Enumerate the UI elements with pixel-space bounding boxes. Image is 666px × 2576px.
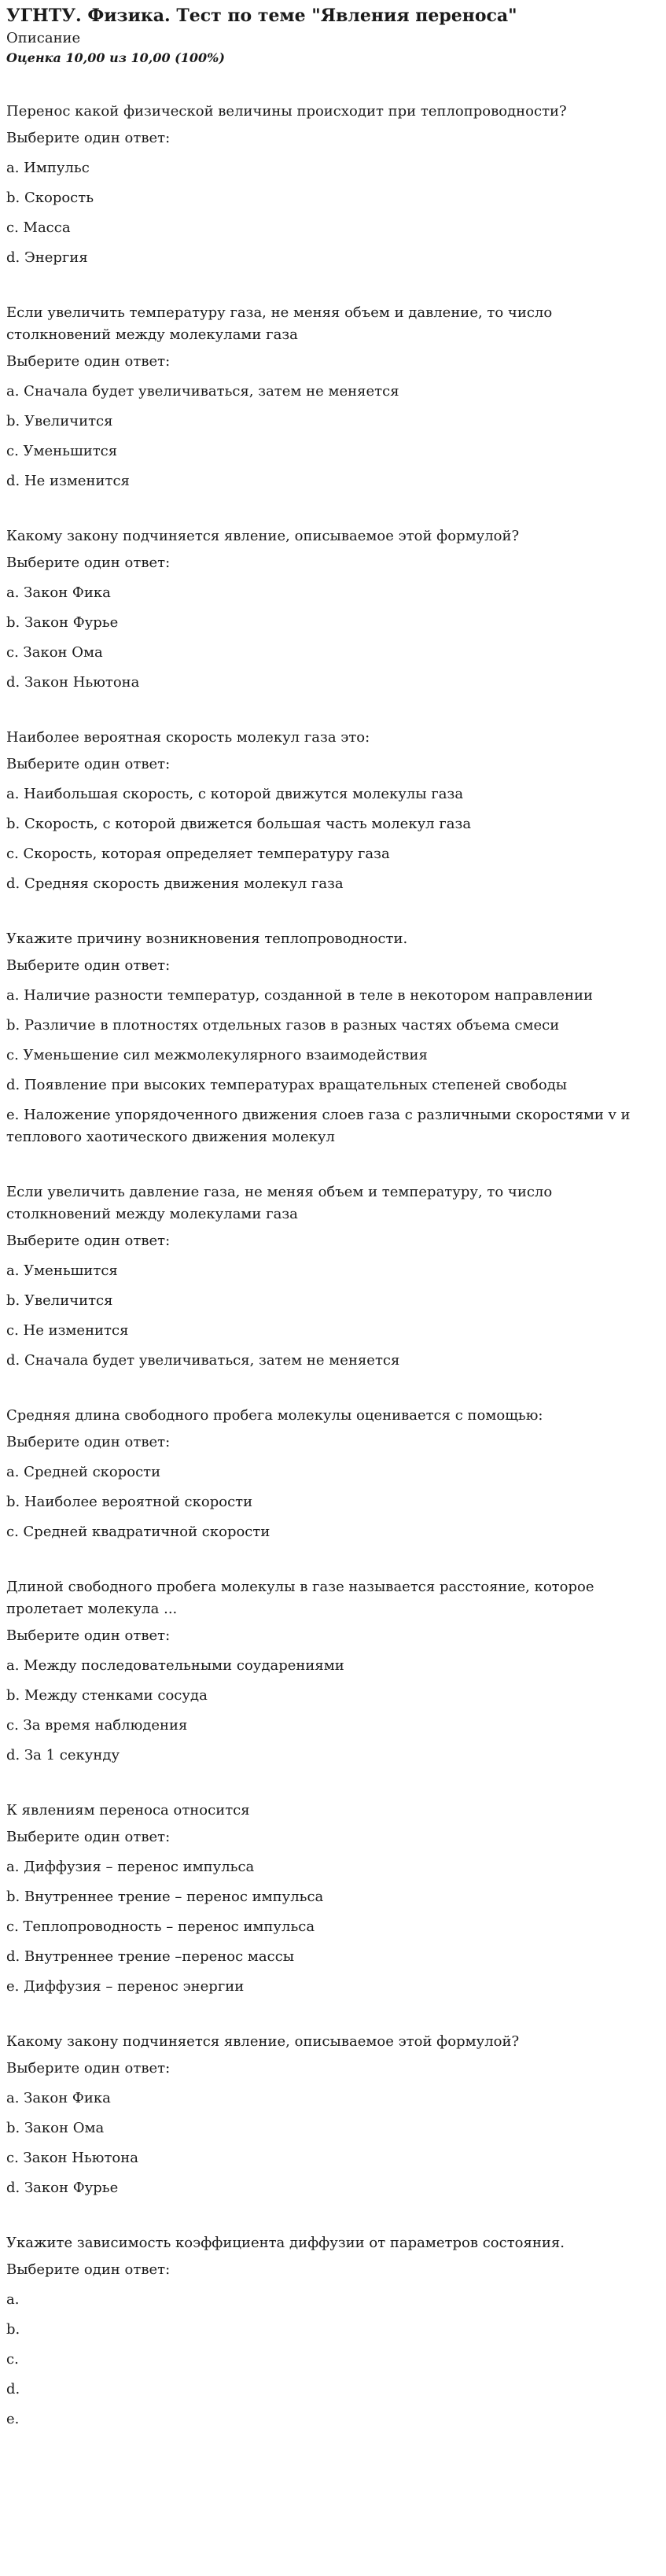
answer-options: [6, 1655, 660, 1767]
question-text: Длиной свободного пробега молекулы в газе называется расстояние, которое пролетает молекула ...: [6, 1579, 594, 1617]
answer-option: c. Закон Ома: [6, 644, 103, 661]
question-text: Укажите зависимость коэффициента диффузии от параметров состояния.: [6, 2235, 565, 2251]
question-text: К явлениям переноса относится: [6, 1802, 250, 1819]
answer-option: a. Между последовательными соударениями: [6, 1657, 344, 1674]
question-text: Если увеличить давление газа, не меняя объем и температуру, то число столкновений между молекулами газа: [6, 1184, 553, 1222]
answer-option: a. Импульс: [6, 160, 90, 176]
answer-option: a. Закон Фика: [6, 584, 111, 601]
answer-option: a. Сначала будет увеличиваться, затем не меняется: [6, 383, 399, 400]
answer-option: b. Закон Ома: [6, 2120, 105, 2136]
answer-option: c. Средней квадратичной скорости: [6, 1524, 270, 1540]
answer-options: [6, 783, 660, 895]
answer-option: b. Закон Фурье: [6, 614, 119, 631]
question-text: Перенос какой физической величины происходит при теплопроводности?: [6, 103, 567, 120]
question-block: [6, 1181, 660, 1372]
answer-prompt: Выберите один ответ:: [6, 555, 171, 571]
answer-options: [6, 157, 660, 269]
answer-option: b. Скорость, с которой движется большая часть молекул газа: [6, 816, 472, 832]
question-block: [6, 302, 660, 492]
question-text: Укажите причину возникновения теплопроводности.: [6, 931, 408, 947]
question-block: [6, 525, 660, 694]
answer-option: d. Закон Фурье: [6, 2180, 119, 2196]
question-block: [6, 1800, 660, 1998]
answer-option: c. Не изменится: [6, 1322, 129, 1339]
answer-options: [6, 985, 660, 1148]
answer-prompt: Выберите один ответ:: [6, 1434, 171, 1450]
answer-option: c. Уменьшится: [6, 443, 118, 459]
answer-options: [6, 1856, 660, 1998]
question-block: [6, 101, 660, 269]
answer-option: b. Увеличится: [6, 413, 113, 429]
answer-option: b. Между стенками сосуда: [6, 1687, 208, 1704]
answer-prompt: Выберите один ответ:: [6, 2060, 171, 2077]
answer-option: d. Закон Ньютона: [6, 674, 140, 691]
question-block: [6, 1576, 660, 1767]
answer-option: c.: [6, 2351, 19, 2368]
answer-option: c. Масса: [6, 219, 71, 236]
question-text: Наиболее вероятная скорость молекул газа это:: [6, 729, 370, 746]
answer-option: b. Скорость: [6, 190, 94, 206]
question-list: [6, 101, 660, 2430]
answer-option: d.: [6, 2381, 20, 2397]
answer-option: c. Теплопроводность – перенос импульса: [6, 1918, 315, 1935]
question-text: Средняя длина свободного пробега молекулы оценивается с помощью:: [6, 1407, 543, 1424]
answer-option: d. Появление при высоких температурах вращательных степеней свободы: [6, 1077, 568, 1093]
question-text: Какому закону подчиняется явление, описываемое этой формулой?: [6, 528, 520, 544]
question-block: [6, 2031, 660, 2199]
answer-option: d. За 1 секунду: [6, 1747, 120, 1763]
answer-option: d. Не изменится: [6, 473, 130, 489]
answer-options: [6, 1260, 660, 1372]
answer-option: d. Энергия: [6, 249, 88, 266]
question-block: [6, 1405, 660, 1543]
answer-option: a. Наибольшая скорость, с которой движутся молекулы газа: [6, 786, 464, 802]
answer-options: [6, 582, 660, 694]
answer-option: d. Внутреннее трение –перенос массы: [6, 1948, 295, 1965]
answer-option: b.: [6, 2321, 20, 2338]
page-title: УГНТУ. Физика. Тест по теме "Явления переноса": [6, 6, 517, 26]
score-summary: Оценка 10,00 из 10,00 (100%): [6, 50, 225, 65]
answer-prompt: Выберите один ответ:: [6, 1829, 171, 1845]
question-text: Какому закону подчиняется явление, описываемое этой формулой?: [6, 2033, 520, 2050]
answer-prompt: Выберите один ответ:: [6, 756, 171, 772]
question-block: [6, 727, 660, 895]
answer-option: a. Наличие разности температур, созданной в теле в некотором направлении: [6, 987, 594, 1004]
answer-options: [6, 1461, 660, 1543]
answer-option: a. Средней скорости: [6, 1464, 161, 1480]
answer-prompt: Выберите один ответ:: [6, 957, 171, 974]
question-block: [6, 928, 660, 1148]
answer-option: e. Диффузия – перенос энергии: [6, 1978, 245, 1995]
answer-option: a.: [6, 2291, 20, 2308]
question-block: [6, 2232, 660, 2430]
answer-option: e.: [6, 2411, 20, 2427]
answer-options: [6, 2088, 660, 2199]
answer-options: [6, 2289, 660, 2430]
answer-option: b. Наиболее вероятной скорости: [6, 1494, 253, 1510]
answer-option: c. За время наблюдения: [6, 1717, 188, 1734]
answer-option: a. Уменьшится: [6, 1262, 118, 1279]
answer-prompt: Выберите один ответ:: [6, 2261, 171, 2278]
answer-prompt: Выберите один ответ:: [6, 1627, 171, 1644]
answer-option: b. Внутреннее трение – перенос импульса: [6, 1889, 324, 1905]
answer-option: b. Различие в плотностях отдельных газов в разных частях объема смеси: [6, 1017, 560, 1034]
answer-prompt: Выберите один ответ:: [6, 353, 171, 370]
answer-option: a. Закон Фика: [6, 2090, 111, 2106]
answer-option: b. Увеличится: [6, 1292, 113, 1309]
answer-option: e. Наложение упорядоченного движения слоев газа с различными скоростями v и теплового хаотического движения молекул: [6, 1107, 631, 1145]
answer-option: a. Диффузия – перенос импульса: [6, 1859, 255, 1875]
answer-prompt: Выберите один ответ:: [6, 1233, 171, 1249]
answer-option: c. Скорость, которая определяет температуру газа: [6, 846, 390, 862]
description-label: Описание: [6, 30, 81, 46]
answer-option: c. Уменьшение сил межмолекулярного взаимодействия: [6, 1047, 428, 1063]
answer-options: [6, 381, 660, 492]
answer-option: c. Закон Ньютона: [6, 2150, 138, 2166]
answer-option: d. Средняя скорость движения молекул газа: [6, 875, 344, 892]
answer-prompt: Выберите один ответ:: [6, 130, 171, 146]
question-text: Если увеличить температуру газа, не меняя объем и давление, то число столкновений между молекулами газа: [6, 304, 553, 343]
answer-option: d. Сначала будет увеличиваться, затем не меняется: [6, 1352, 400, 1369]
